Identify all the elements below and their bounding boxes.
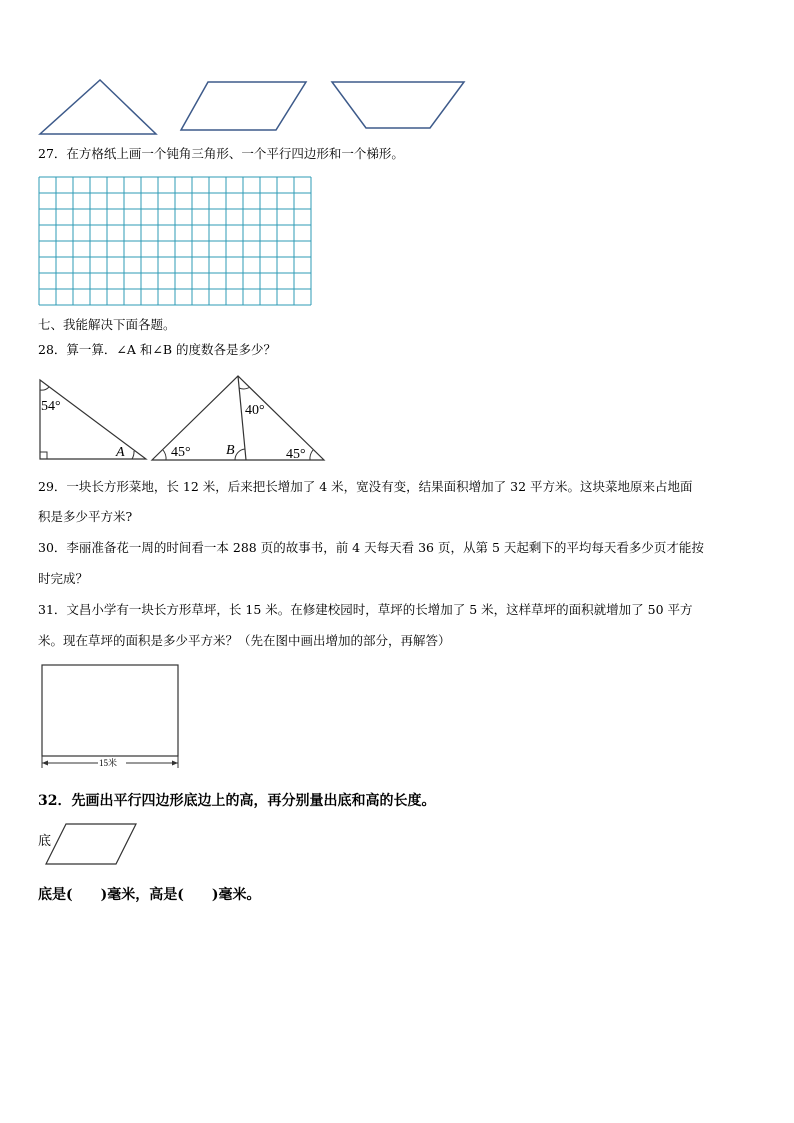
angle-arc-40	[239, 387, 250, 389]
parallelogram	[46, 824, 136, 864]
fig1-angle-top: 54°	[41, 399, 61, 414]
dimension-arrow-left	[42, 761, 48, 766]
right-angle-mark	[40, 452, 47, 459]
question-28: 28．算一算．∠A 和∠B 的度数各是多少？	[38, 342, 277, 357]
angle-arc-b	[235, 449, 245, 460]
fig2-vertex-b: B	[226, 443, 235, 458]
dimension-arrow-right	[172, 761, 178, 766]
question-27: 27．在方格纸上画一个钝角三角形、一个平行四边形和一个梯形。	[38, 146, 404, 161]
dimension-label: 15米	[99, 758, 118, 768]
question-32: 32．先画出平行四边形底边上的高，再分别量出底和高的长度。	[38, 793, 436, 809]
triangle-shape	[40, 80, 156, 134]
parallelogram-shape	[181, 82, 306, 130]
fig2-angle-right: 45°	[286, 447, 306, 462]
q28-figures	[36, 374, 332, 464]
grid-paper	[38, 176, 314, 308]
section-heading: 七、我能解决下面各题。	[38, 317, 176, 332]
angle-arc-a	[132, 451, 134, 459]
question-31-line1: 31．文昌小学有一块长方形草坪，长 15 米。在修建校园时，草坪的长增加了 5 米，这样草坪的面积就增加了 50 平方	[38, 602, 693, 617]
right-triangle	[40, 380, 146, 459]
fig1-vertex-a: A	[116, 445, 125, 460]
question-30-line1: 30．李丽准备花一周的时间看一本 288 页的故事书，前 4 天每天看 36 页，从第 5 天起剩下的平均每天看多少页才能按	[38, 540, 704, 555]
q31-rectangle-figure	[38, 662, 184, 772]
fig2-angle-left: 45°	[171, 445, 191, 460]
base-label: 底	[38, 833, 52, 848]
angle-arc-right-45	[310, 450, 313, 460]
question-32-answer: 底是( )毫米，高是( )毫米。	[38, 887, 261, 903]
question-31-line2: 米。现在草坪的面积是多少平方米？（先在图中画出增加的部分，再解答）	[38, 633, 451, 648]
fig2-angle-top: 40°	[245, 403, 265, 418]
lawn-rectangle	[42, 665, 178, 756]
angle-arc-left-45	[163, 450, 166, 460]
trapezoid-shape	[332, 82, 464, 128]
question-29-line1: 29．一块长方形菜地，长 12 米，后来把长增加了 4 米，宽没有变，结果面积增加了 32 平方米。这块菜地原来占地面	[38, 479, 693, 494]
question-29-line2: 积是多少平方米?	[38, 509, 133, 524]
top-shapes	[36, 76, 468, 138]
question-30-line2: 时完成？	[38, 571, 89, 586]
angle-arc-top	[40, 387, 49, 390]
q32-parallelogram-figure	[36, 820, 140, 870]
